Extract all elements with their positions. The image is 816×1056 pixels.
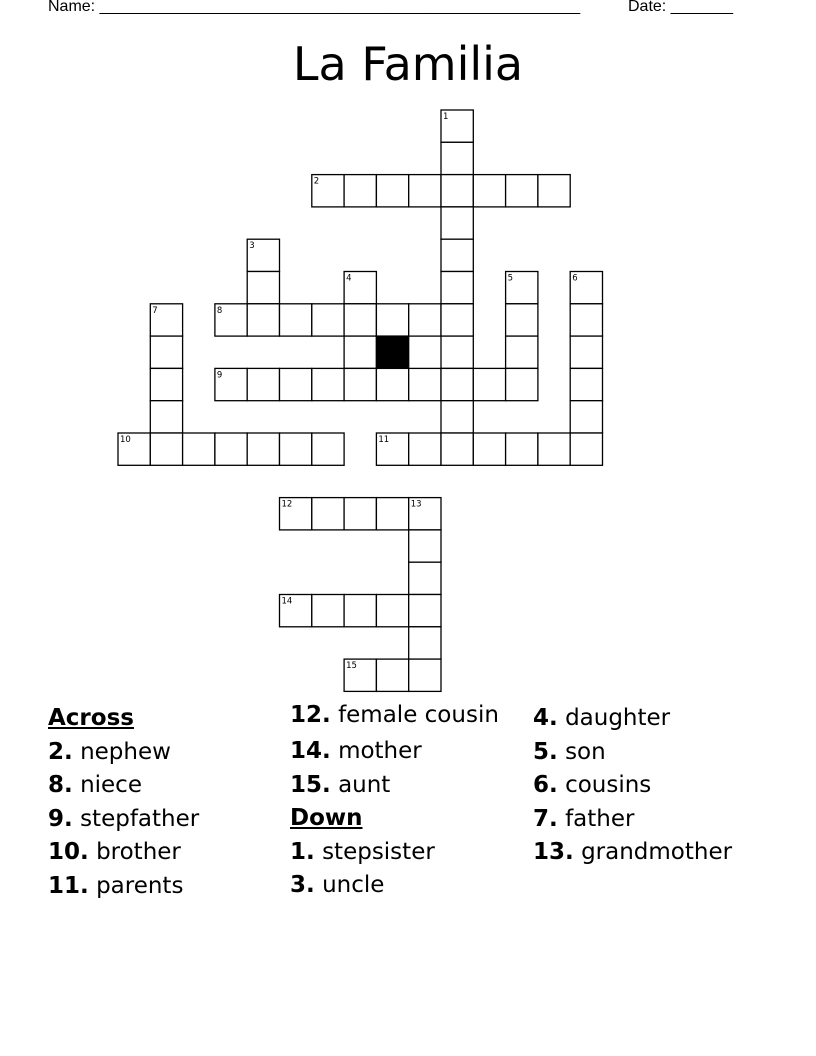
clue-down-4 (533, 702, 783, 736)
clue-number: 7. (533, 805, 558, 832)
clue-across-14 (290, 735, 520, 769)
clue-number: 5. (533, 738, 558, 765)
cell-number: 4 (346, 273, 352, 284)
crossword-cell[interactable] (376, 368, 408, 400)
crossword-cell[interactable] (409, 304, 441, 336)
crossword-cell[interactable] (409, 175, 441, 207)
crossword-cell[interactable] (409, 627, 441, 659)
clue-text: mother (338, 738, 422, 764)
crossword-cell[interactable] (409, 659, 441, 691)
crossword-cell[interactable] (570, 368, 602, 400)
crossword-cell[interactable] (441, 207, 473, 239)
clue-across-8 (48, 769, 278, 803)
crossword-cell[interactable] (441, 175, 473, 207)
down-heading: Down (290, 805, 363, 831)
clue-across-11 (48, 870, 278, 904)
clue-text: brother (96, 839, 181, 865)
crossword-cell[interactable] (473, 368, 505, 400)
crossword-cell[interactable] (506, 175, 538, 207)
crossword-cell[interactable] (344, 498, 376, 530)
clue-text: daughter (565, 705, 671, 731)
cell-number: 7 (152, 305, 158, 316)
clue-across-15 (290, 769, 520, 803)
crossword-cell[interactable] (344, 336, 376, 368)
cell-number: 10 (120, 435, 131, 445)
clue-number: 12. (290, 702, 331, 728)
crossword-cell[interactable] (506, 336, 538, 368)
clue-text: nephew (80, 738, 171, 765)
crossword-cell[interactable] (570, 433, 602, 465)
clue-number: 1. (290, 838, 315, 865)
clue-across-9 (48, 803, 278, 837)
clue-number: 3. (290, 872, 315, 898)
crossword-cell[interactable] (344, 368, 376, 400)
clue-number: 10. (48, 839, 89, 865)
crossword-cell[interactable] (247, 368, 279, 400)
crossword-cell[interactable] (441, 368, 473, 400)
cell-number: 2 (313, 176, 320, 187)
crossword-cell[interactable] (441, 304, 473, 336)
clue-number: 13. (533, 839, 574, 865)
cell-number: 12 (281, 499, 293, 510)
clue-down-7 (533, 803, 783, 837)
clue-number: 2. (48, 738, 73, 765)
page-title: La Familia (292, 37, 524, 91)
clue-text: stepfather (80, 805, 200, 832)
crossword-cell[interactable] (441, 272, 473, 304)
clue-number: 4. (533, 705, 558, 731)
crossword-cell[interactable] (570, 304, 602, 336)
crossword-cell[interactable] (280, 368, 312, 400)
cell-number: 1 (443, 112, 449, 122)
clue-number: 6. (533, 772, 558, 798)
clue-across-10 (48, 836, 278, 870)
clue-text: stepsister (322, 838, 435, 865)
clue-text: aunt (338, 771, 391, 798)
crossword-cell[interactable] (376, 659, 408, 691)
clue-number: 8. (48, 772, 73, 798)
crossword-cell[interactable] (409, 433, 441, 465)
crossword-cell[interactable] (409, 595, 441, 627)
cell-number: 3 (249, 241, 255, 252)
name-field-label: Name: ______________________________________________________ (48, 0, 581, 15)
clue-text: female cousin (338, 702, 499, 728)
crossword-cell[interactable] (441, 336, 473, 368)
crossword-cell[interactable] (280, 433, 312, 465)
cell-number: 14 (281, 596, 293, 607)
crossword-cell[interactable] (247, 433, 279, 465)
clue-text: niece (80, 772, 142, 798)
crossword-black-cell (376, 336, 408, 368)
clue-across-12 (290, 702, 520, 729)
cell-number: 6 (572, 273, 578, 284)
date-field-label: Date: _______ (628, 0, 733, 15)
clue-text: son (565, 738, 606, 765)
crossword-cell[interactable] (344, 175, 376, 207)
clue-down-13 (533, 836, 783, 870)
across-heading: Across (48, 705, 134, 731)
cell-number: 13 (410, 499, 422, 510)
cell-number: 9 (216, 370, 223, 381)
cell-number: 11 (378, 435, 390, 445)
clues-column-2 (290, 702, 520, 903)
cell-number: 8 (216, 305, 223, 316)
crossword-cell[interactable] (473, 175, 505, 207)
cell-number: 15 (346, 661, 357, 672)
crossword-cell[interactable] (376, 175, 408, 207)
clue-number: 11. (48, 872, 89, 899)
crossword-cell[interactable] (409, 530, 441, 562)
clue-number: 14. (290, 738, 331, 764)
clue-text: father (565, 805, 635, 832)
crossword-cell[interactable] (506, 433, 538, 465)
crossword-cell[interactable] (506, 304, 538, 336)
crossword-cell[interactable] (247, 272, 279, 304)
crossword-cell[interactable] (247, 304, 279, 336)
crossword-cell[interactable] (441, 142, 473, 174)
crossword-cell[interactable] (183, 433, 215, 465)
crossword-cell[interactable] (215, 433, 247, 465)
cell-number: 5 (507, 273, 514, 284)
clue-down-6 (533, 769, 783, 803)
clue-text: parents (96, 872, 184, 899)
crossword-cell[interactable] (441, 239, 473, 271)
crossword-cell[interactable] (409, 562, 441, 594)
crossword-cell[interactable] (441, 433, 473, 465)
clue-number: 9. (48, 805, 73, 832)
clue-number: 15. (290, 771, 331, 798)
crossword-cell[interactable] (312, 498, 344, 530)
crossword-cell[interactable] (280, 304, 312, 336)
crossword-cell[interactable] (473, 433, 505, 465)
clue-down-3 (290, 869, 520, 903)
crossword-cell[interactable] (150, 401, 182, 433)
crossword-cell[interactable] (312, 433, 344, 465)
crossword-cell[interactable] (376, 304, 408, 336)
crossword-cell[interactable] (150, 368, 182, 400)
crossword-cell[interactable] (538, 175, 570, 207)
crossword-cell[interactable] (150, 433, 182, 465)
crossword-cell[interactable] (376, 498, 408, 530)
crossword-cell[interactable] (150, 336, 182, 368)
clues-column-3 (533, 702, 783, 870)
crossword-cell[interactable] (570, 401, 602, 433)
crossword-cell[interactable] (344, 595, 376, 627)
crossword-cell[interactable] (409, 368, 441, 400)
clue-across-2 (48, 736, 278, 770)
clues-column-1 (48, 702, 278, 903)
clue-text: uncle (322, 872, 385, 898)
crossword-cell[interactable] (312, 595, 344, 627)
crossword-cell[interactable] (312, 304, 344, 336)
clue-down-5 (533, 736, 783, 770)
clue-text: cousins (565, 772, 652, 798)
crossword-cell[interactable] (570, 336, 602, 368)
clue-text: grandmother (581, 839, 733, 865)
crossword-cell[interactable] (441, 401, 473, 433)
crossword-cell[interactable] (344, 304, 376, 336)
crossword-cell[interactable] (376, 595, 408, 627)
crossword-cell[interactable] (312, 368, 344, 400)
crossword-cell[interactable] (538, 433, 570, 465)
clue-down-1 (290, 836, 520, 870)
crossword-cell[interactable] (506, 368, 538, 400)
